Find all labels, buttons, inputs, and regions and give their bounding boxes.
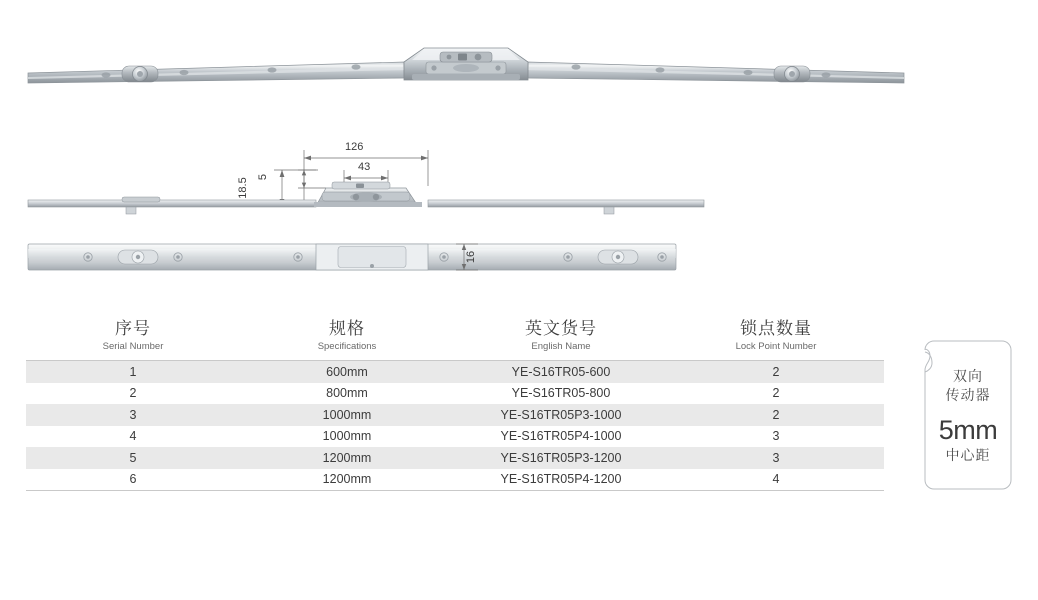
column-header-specifications-cn: 规格	[329, 319, 365, 338]
callout-text-block	[924, 340, 1012, 490]
flat-center-plate	[316, 244, 428, 270]
dimension-16-label: 16	[465, 250, 477, 264]
column-header-english-name	[454, 318, 668, 361]
perspective-front-view-svg	[26, 36, 906, 92]
callout-big-value: 5mm	[938, 414, 998, 445]
column-header-specifications	[240, 318, 454, 361]
column-header-english-name-en: English Name	[531, 341, 591, 352]
column-header-specifications-en: Specifications	[317, 341, 377, 352]
edge-side-view-svg	[26, 140, 906, 230]
feature-callout-badge	[924, 340, 1012, 490]
dimension-5-label: 5	[257, 173, 269, 181]
flat-right-lock-cam	[598, 250, 638, 264]
cell-serial: 6	[26, 469, 240, 491]
dimension-18-5-label: 18.5	[237, 177, 249, 199]
cell-locks: 2	[668, 361, 884, 383]
column-header-lock-point-number-en: Lock Point Number	[735, 341, 817, 352]
callout-line-2: 传动器	[945, 386, 991, 403]
cell-spec: 800mm	[240, 383, 454, 405]
cell-spec: 1000mm	[240, 426, 454, 448]
cell-name: YE-S16TR05P3-1000	[454, 404, 668, 426]
cell-serial: 5	[26, 447, 240, 469]
column-header-lock-point-number	[668, 318, 884, 361]
cell-locks: 2	[668, 383, 884, 405]
table-row	[26, 383, 884, 405]
table-header-row	[26, 318, 884, 361]
cell-name: YE-S16TR05P4-1000	[454, 426, 668, 448]
flat-left-lock-cam	[118, 250, 158, 264]
cell-spec: 1200mm	[240, 469, 454, 491]
edge-center-gearbox	[314, 182, 422, 207]
left-lock-point	[122, 66, 158, 82]
table-head	[26, 318, 884, 361]
table-row	[26, 469, 884, 491]
specification-table	[26, 318, 884, 491]
table-row	[26, 404, 884, 426]
spec-table-element	[26, 318, 884, 491]
table-body	[26, 361, 884, 491]
cell-name: YE-S16TR05P4-1200	[454, 469, 668, 491]
cell-locks: 3	[668, 447, 884, 469]
illustration-edge-side-view	[26, 140, 906, 230]
illustration-perspective-front-view	[26, 36, 906, 92]
table-row	[26, 447, 884, 469]
callout-line-1: 双向	[953, 367, 983, 384]
cell-locks: 2	[668, 404, 884, 426]
cell-serial: 4	[26, 426, 240, 448]
cell-serial: 2	[26, 383, 240, 405]
column-header-serial-number-cn: 序号	[115, 319, 151, 338]
cell-spec: 1200mm	[240, 447, 454, 469]
left-rail	[28, 62, 404, 83]
edge-left-rail	[28, 197, 316, 214]
callout-sub-label: 中心距	[945, 446, 991, 463]
dimension-43-label: 43	[358, 161, 371, 173]
column-header-serial-number	[26, 318, 240, 361]
cell-name: YE-S16TR05-600	[454, 361, 668, 383]
dimension-5	[298, 170, 326, 188]
cell-spec: 1000mm	[240, 404, 454, 426]
cell-serial: 3	[26, 404, 240, 426]
cell-name: YE-S16TR05P3-1200	[454, 447, 668, 469]
column-header-english-name-cn: 英文货号	[525, 319, 597, 338]
right-rail	[528, 62, 904, 83]
right-lock-point	[774, 66, 810, 82]
cell-name: YE-S16TR05-800	[454, 383, 668, 405]
cell-locks: 4	[668, 469, 884, 491]
edge-right-rail	[428, 200, 704, 214]
center-gearbox-housing	[404, 48, 528, 80]
column-header-lock-point-number-cn: 锁点数量	[740, 319, 812, 338]
table-row	[26, 361, 884, 383]
table-row	[26, 426, 884, 448]
column-header-serial-number-en: Serial Number	[102, 341, 164, 352]
cell-locks: 3	[668, 426, 884, 448]
illustration-flat-plan-view	[26, 240, 906, 285]
cell-serial: 1	[26, 361, 240, 383]
cell-spec: 600mm	[240, 361, 454, 383]
dimension-126-label: 126	[345, 141, 364, 153]
